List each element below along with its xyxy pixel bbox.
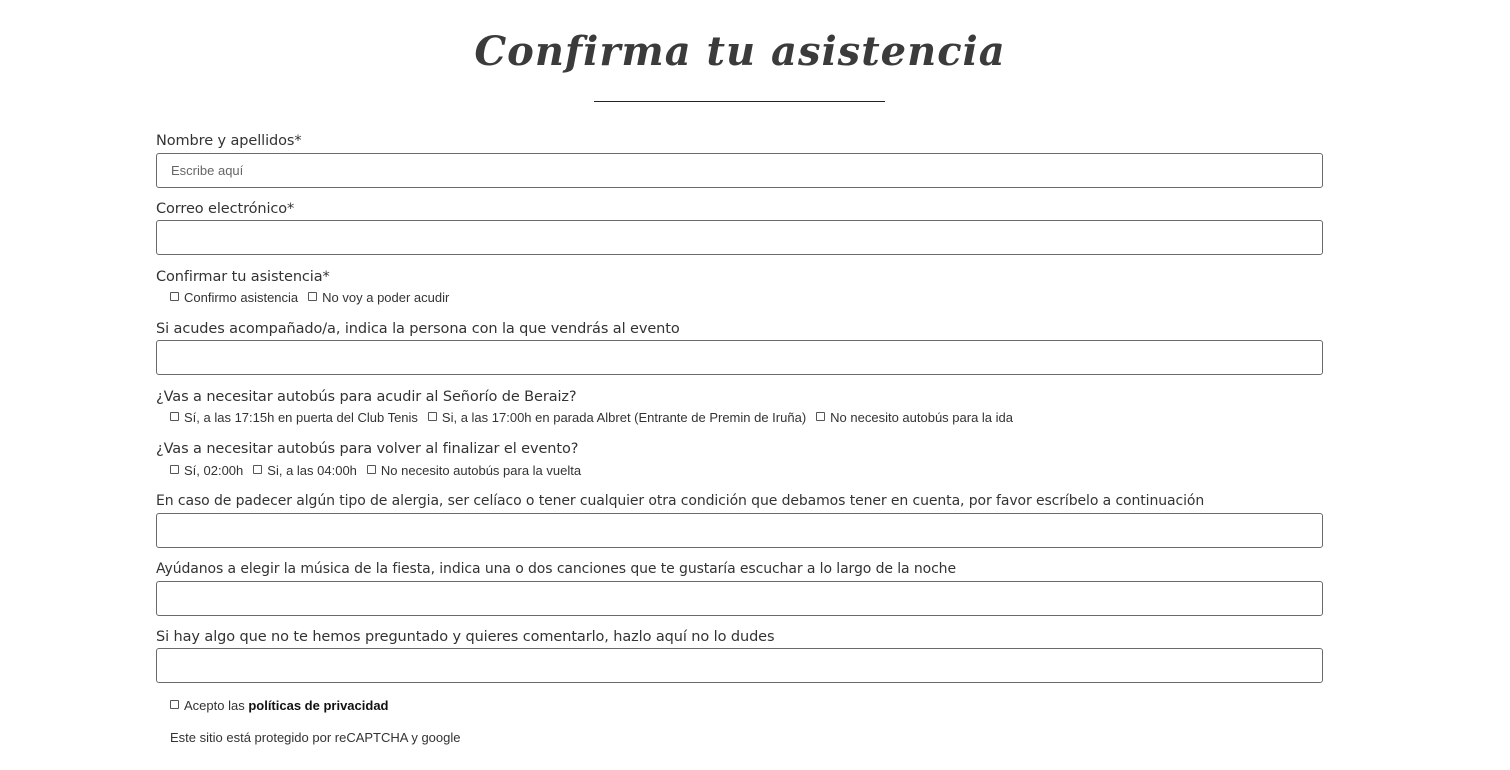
bus-to-label: ¿Vas a necesitar autobús para acudir al Señorío de Beraiz?	[156, 389, 577, 405]
bus-back-label: ¿Vas a necesitar autobús para volver al finalizar el evento?	[156, 441, 579, 457]
allergies-label: En caso de padecer algún tipo de alergia, ser celíaco o tener cualquier otra condición que debamos tener en cuenta, por favor escríbelo a continuación	[156, 493, 1205, 509]
page-title: Confirma tu asistencia	[474, 28, 1006, 75]
comments-label: Si hay algo que no te hemos preguntado y quieres comentarlo, hazlo aquí no lo dudes	[156, 629, 775, 645]
bus-to-option-none[interactable]	[816, 410, 1013, 425]
allergies-input[interactable]	[156, 513, 1323, 548]
option-label: Confirmo asistencia	[184, 290, 299, 305]
music-input[interactable]	[156, 581, 1323, 616]
bus-to-options	[170, 410, 1023, 425]
attendance-option-decline[interactable]	[308, 290, 449, 305]
name-input[interactable]	[156, 153, 1323, 188]
option-label: No voy a poder acudir	[322, 290, 450, 305]
email-label: Correo electrónico*	[156, 201, 295, 217]
music-label: Ayúdanos a elegir la música de la fiesta, indica una o dos canciones que te gustaría escuchar a lo largo de la noche	[156, 561, 956, 577]
option-label: No necesito autobús para la vuelta	[380, 463, 582, 478]
bus-back-options	[170, 463, 591, 478]
checkbox[interactable]	[428, 412, 437, 421]
attendance-option-confirm[interactable]	[170, 290, 298, 305]
option-label: Si, a las 04:00h	[267, 463, 357, 478]
privacy-checkbox-option[interactable]	[170, 698, 388, 713]
checkbox[interactable]	[170, 292, 179, 301]
bus-back-option-0200[interactable]	[170, 463, 243, 478]
privacy-prefix: Acepto las	[184, 698, 249, 713]
checkbox[interactable]	[170, 465, 179, 474]
bus-back-option-0400[interactable]	[253, 463, 357, 478]
option-label: Sí, 02:00h	[184, 463, 244, 478]
option-label: Si, a las 17:00h en parada Albret (Entrante de Premin de Iruña)	[441, 410, 807, 425]
checkbox[interactable]	[170, 700, 179, 709]
email-input[interactable]	[156, 220, 1323, 255]
bus-to-option-albret[interactable]	[428, 410, 806, 425]
recaptcha-note: Este sitio está protegido por reCAPTCHA y google	[170, 730, 461, 745]
bus-back-option-none[interactable]	[367, 463, 581, 478]
bus-to-option-club-tenis[interactable]	[170, 410, 418, 425]
comments-input[interactable]	[156, 648, 1323, 683]
option-label: No necesito autobús para la ida	[830, 410, 1014, 425]
privacy-policy-link[interactable]: políticas de privacidad	[248, 698, 389, 713]
title-divider	[594, 101, 885, 102]
checkbox[interactable]	[367, 465, 376, 474]
companion-label: Si acudes acompañado/a, indica la persona con la que vendrás al evento	[156, 321, 680, 337]
checkbox[interactable]	[253, 465, 262, 474]
privacy-consent	[170, 698, 398, 713]
attendance-options	[170, 290, 459, 305]
name-label: Nombre y apellidos*	[156, 133, 302, 149]
attendance-label: Confirmar tu asistencia*	[156, 269, 330, 285]
checkbox[interactable]	[816, 412, 825, 421]
option-label: Sí, a las 17:15h en puerta del Club Tenis	[184, 410, 418, 425]
companion-input[interactable]	[156, 340, 1323, 375]
checkbox[interactable]	[170, 412, 179, 421]
checkbox[interactable]	[308, 292, 317, 301]
